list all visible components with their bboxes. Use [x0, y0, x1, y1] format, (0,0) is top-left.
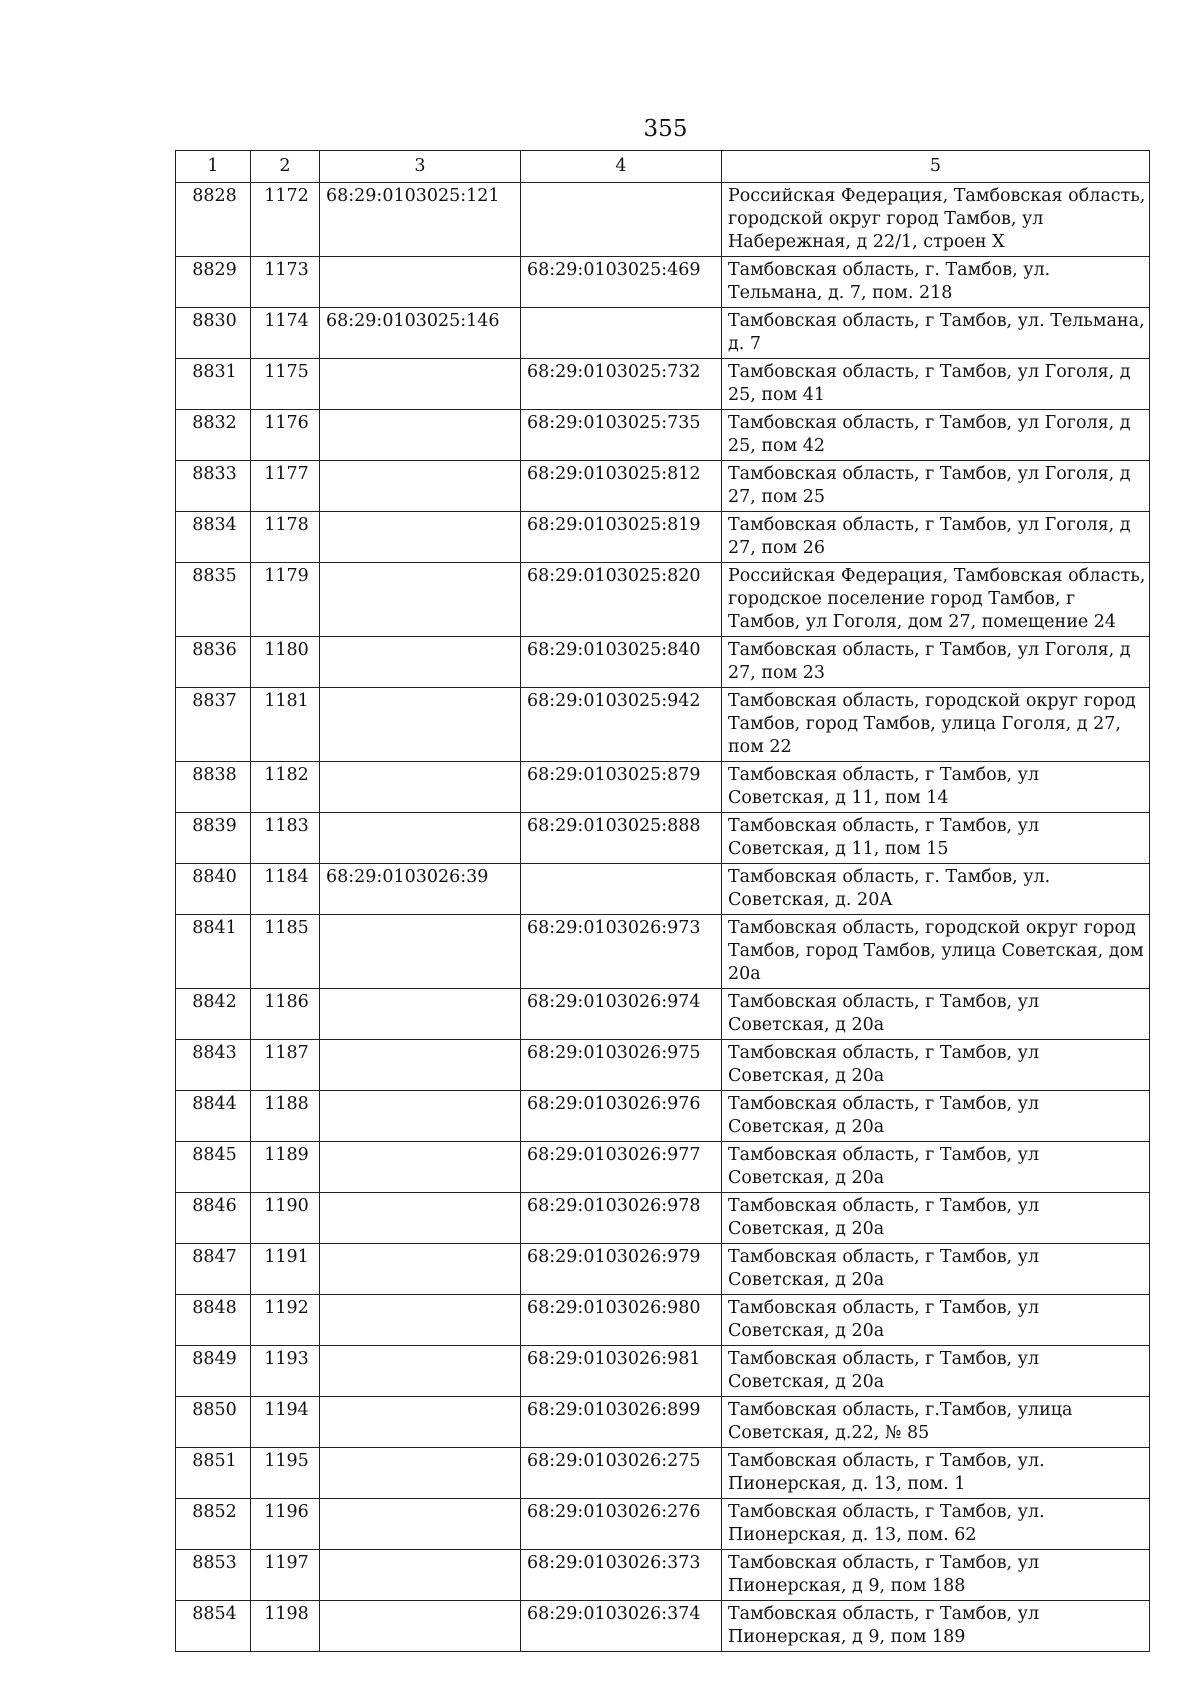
- table-row: [176, 637, 1150, 688]
- cadastral-number-cell: [320, 1397, 521, 1448]
- cadastral-number-cell: [320, 1193, 521, 1244]
- address-cell: Тамбовская область, г Тамбов, ул Пионерская, д 9, пом 188: [722, 1550, 1150, 1601]
- cadastral-number-cell: 68:29:0103026:39: [320, 864, 521, 915]
- table-row: [176, 512, 1150, 563]
- table-row: [176, 915, 1150, 989]
- cadastral-number-cell: [320, 1499, 521, 1550]
- item-number-cell: 1193: [251, 1346, 320, 1397]
- row-number-cell: 8848: [176, 1295, 251, 1346]
- address-cell: Тамбовская область, г.Тамбов, улица Советская, д.22, № 85: [722, 1397, 1150, 1448]
- table-row: [176, 989, 1150, 1040]
- premises-cadastral-number-cell: 68:29:0103026:976: [521, 1091, 722, 1142]
- table-row: [176, 1091, 1150, 1142]
- premises-cadastral-number-cell: 68:29:0103025:879: [521, 762, 722, 813]
- item-number-cell: 1181: [251, 688, 320, 762]
- premises-cadastral-number-cell: 68:29:0103026:979: [521, 1244, 722, 1295]
- cadastral-number-cell: [320, 1448, 521, 1499]
- row-number-cell: 8851: [176, 1448, 251, 1499]
- address-cell: Тамбовская область, г Тамбов, ул Гоголя, д 27, пом 23: [722, 637, 1150, 688]
- row-number-cell: 8852: [176, 1499, 251, 1550]
- cadastral-number-cell: [320, 257, 521, 308]
- cadastral-number-cell: [320, 1346, 521, 1397]
- item-number-cell: 1180: [251, 637, 320, 688]
- address-cell: Тамбовская область, г Тамбов, ул Советская, д 11, пом 15: [722, 813, 1150, 864]
- address-cell: Тамбовская область, г. Тамбов, ул. Тельмана, д. 7, пом. 218: [722, 257, 1150, 308]
- row-number-cell: 8850: [176, 1397, 251, 1448]
- column-header: 5: [722, 151, 1150, 183]
- row-number-cell: 8831: [176, 359, 251, 410]
- row-number-cell: 8843: [176, 1040, 251, 1091]
- premises-cadastral-number-cell: 68:29:0103026:899: [521, 1397, 722, 1448]
- item-number-cell: 1182: [251, 762, 320, 813]
- table-row: [176, 1295, 1150, 1346]
- row-number-cell: 8841: [176, 915, 251, 989]
- item-number-cell: 1179: [251, 563, 320, 637]
- table-row: [176, 688, 1150, 762]
- row-number-cell: 8853: [176, 1550, 251, 1601]
- registry-table: [175, 150, 1150, 1652]
- row-number-cell: 8847: [176, 1244, 251, 1295]
- premises-cadastral-number-cell: 68:29:0103025:812: [521, 461, 722, 512]
- row-number-cell: 8834: [176, 512, 251, 563]
- premises-cadastral-number-cell: 68:29:0103025:735: [521, 410, 722, 461]
- table-row: [176, 1193, 1150, 1244]
- address-cell: Тамбовская область, г Тамбов, ул Советская, д 20а: [722, 989, 1150, 1040]
- item-number-cell: 1186: [251, 989, 320, 1040]
- cadastral-number-cell: [320, 1550, 521, 1601]
- row-number-cell: 8830: [176, 308, 251, 359]
- cadastral-number-cell: [320, 359, 521, 410]
- premises-cadastral-number-cell: 68:29:0103026:980: [521, 1295, 722, 1346]
- address-cell: Тамбовская область, городской округ город Тамбов, город Тамбов, улица Гоголя, д 27, пом 22: [722, 688, 1150, 762]
- cadastral-number-cell: [320, 637, 521, 688]
- item-number-cell: 1172: [251, 183, 320, 257]
- table-row: [176, 1397, 1150, 1448]
- premises-cadastral-number-cell: 68:29:0103025:732: [521, 359, 722, 410]
- row-number-cell: 8849: [176, 1346, 251, 1397]
- premises-cadastral-number-cell: 68:29:0103026:978: [521, 1193, 722, 1244]
- premises-cadastral-number-cell: 68:29:0103026:275: [521, 1448, 722, 1499]
- item-number-cell: 1195: [251, 1448, 320, 1499]
- premises-cadastral-number-cell: 68:29:0103026:975: [521, 1040, 722, 1091]
- address-cell: Тамбовская область, г Тамбов, ул. Тельмана, д. 7: [722, 308, 1150, 359]
- premises-cadastral-number-cell: 68:29:0103025:819: [521, 512, 722, 563]
- premises-cadastral-number-cell: [521, 864, 722, 915]
- item-number-cell: 1184: [251, 864, 320, 915]
- item-number-cell: 1196: [251, 1499, 320, 1550]
- premises-cadastral-number-cell: [521, 308, 722, 359]
- table-row: [176, 864, 1150, 915]
- row-number-cell: 8837: [176, 688, 251, 762]
- premises-cadastral-number-cell: 68:29:0103025:820: [521, 563, 722, 637]
- cadastral-number-cell: [320, 1142, 521, 1193]
- address-cell: Тамбовская область, городской округ город Тамбов, город Тамбов, улица Советская, дом 20а: [722, 915, 1150, 989]
- premises-cadastral-number-cell: 68:29:0103025:888: [521, 813, 722, 864]
- column-header: 3: [320, 151, 521, 183]
- cadastral-number-cell: [320, 915, 521, 989]
- table-row: [176, 359, 1150, 410]
- table-row: [176, 563, 1150, 637]
- cadastral-number-cell: 68:29:0103025:146: [320, 308, 521, 359]
- address-cell: Российская Федерация, Тамбовская область, городской округ город Тамбов, ул Набережная, д 22/1, строен Х: [722, 183, 1150, 257]
- table-row: [176, 1040, 1150, 1091]
- premises-cadastral-number-cell: 68:29:0103025:469: [521, 257, 722, 308]
- row-number-cell: 8842: [176, 989, 251, 1040]
- premises-cadastral-number-cell: 68:29:0103026:373: [521, 1550, 722, 1601]
- table-header-row: [176, 151, 1150, 183]
- item-number-cell: 1187: [251, 1040, 320, 1091]
- address-cell: Тамбовская область, г Тамбов, ул Советская, д 20а: [722, 1193, 1150, 1244]
- address-cell: Тамбовская область, г Тамбов, ул Гоголя, д 25, пом 42: [722, 410, 1150, 461]
- cadastral-number-cell: [320, 1295, 521, 1346]
- table-row: [176, 1499, 1150, 1550]
- address-cell: Тамбовская область, г. Тамбов, ул. Советская, д. 20А: [722, 864, 1150, 915]
- premises-cadastral-number-cell: 68:29:0103026:981: [521, 1346, 722, 1397]
- address-cell: Тамбовская область, г Тамбов, ул Советская, д 20а: [722, 1346, 1150, 1397]
- address-cell: Тамбовская область, г Тамбов, ул Советская, д 11, пом 14: [722, 762, 1150, 813]
- cadastral-number-cell: [320, 563, 521, 637]
- item-number-cell: 1191: [251, 1244, 320, 1295]
- row-number-cell: 8840: [176, 864, 251, 915]
- item-number-cell: 1173: [251, 257, 320, 308]
- row-number-cell: 8828: [176, 183, 251, 257]
- address-cell: Тамбовская область, г Тамбов, ул Гоголя, д 25, пом 41: [722, 359, 1150, 410]
- item-number-cell: 1178: [251, 512, 320, 563]
- cadastral-number-cell: [320, 1040, 521, 1091]
- table-row: [176, 1448, 1150, 1499]
- item-number-cell: 1198: [251, 1601, 320, 1652]
- item-number-cell: 1192: [251, 1295, 320, 1346]
- item-number-cell: 1190: [251, 1193, 320, 1244]
- row-number-cell: 8838: [176, 762, 251, 813]
- column-header: 4: [521, 151, 722, 183]
- table-row: [176, 1346, 1150, 1397]
- item-number-cell: 1185: [251, 915, 320, 989]
- cadastral-number-cell: [320, 1091, 521, 1142]
- cadastral-number-cell: [320, 989, 521, 1040]
- premises-cadastral-number-cell: 68:29:0103026:977: [521, 1142, 722, 1193]
- cadastral-number-cell: [320, 1244, 521, 1295]
- row-number-cell: 8844: [176, 1091, 251, 1142]
- cadastral-number-cell: [320, 1601, 521, 1652]
- address-cell: Тамбовская область, г Тамбов, ул. Пионерская, д. 13, пом. 62: [722, 1499, 1150, 1550]
- address-cell: Тамбовская область, г Тамбов, ул Советская, д 20а: [722, 1295, 1150, 1346]
- row-number-cell: 8829: [176, 257, 251, 308]
- premises-cadastral-number-cell: 68:29:0103026:973: [521, 915, 722, 989]
- table-row: [176, 410, 1150, 461]
- item-number-cell: 1197: [251, 1550, 320, 1601]
- row-number-cell: 8836: [176, 637, 251, 688]
- address-cell: Тамбовская область, г Тамбов, ул. Пионерская, д. 13, пом. 1: [722, 1448, 1150, 1499]
- cadastral-number-cell: 68:29:0103025:121: [320, 183, 521, 257]
- row-number-cell: 8845: [176, 1142, 251, 1193]
- cadastral-number-cell: [320, 813, 521, 864]
- table-row: [176, 183, 1150, 257]
- premises-cadastral-number-cell: 68:29:0103026:974: [521, 989, 722, 1040]
- item-number-cell: 1189: [251, 1142, 320, 1193]
- item-number-cell: 1188: [251, 1091, 320, 1142]
- cadastral-number-cell: [320, 461, 521, 512]
- table-row: [176, 762, 1150, 813]
- address-cell: Тамбовская область, г Тамбов, ул Гоголя, д 27, пом 26: [722, 512, 1150, 563]
- address-cell: Тамбовская область, г Тамбов, ул Советская, д 20а: [722, 1091, 1150, 1142]
- item-number-cell: 1194: [251, 1397, 320, 1448]
- table-row: [176, 1142, 1150, 1193]
- table-row: [176, 1550, 1150, 1601]
- column-header: 1: [176, 151, 251, 183]
- premises-cadastral-number-cell: 68:29:0103026:374: [521, 1601, 722, 1652]
- premises-cadastral-number-cell: 68:29:0103026:276: [521, 1499, 722, 1550]
- address-cell: Тамбовская область, г Тамбов, ул Советская, д 20а: [722, 1244, 1150, 1295]
- premises-cadastral-number-cell: 68:29:0103025:840: [521, 637, 722, 688]
- cadastral-number-cell: [320, 512, 521, 563]
- cadastral-number-cell: [320, 410, 521, 461]
- row-number-cell: 8832: [176, 410, 251, 461]
- address-cell: Тамбовская область, г Тамбов, ул Пионерская, д 9, пом 189: [722, 1601, 1150, 1652]
- row-number-cell: 8839: [176, 813, 251, 864]
- item-number-cell: 1174: [251, 308, 320, 359]
- table-row: [176, 257, 1150, 308]
- premises-cadastral-number-cell: [521, 183, 722, 257]
- item-number-cell: 1183: [251, 813, 320, 864]
- row-number-cell: 8846: [176, 1193, 251, 1244]
- item-number-cell: 1175: [251, 359, 320, 410]
- page-number: 355: [643, 116, 688, 142]
- row-number-cell: 8854: [176, 1601, 251, 1652]
- item-number-cell: 1177: [251, 461, 320, 512]
- item-number-cell: 1176: [251, 410, 320, 461]
- cadastral-number-cell: [320, 688, 521, 762]
- address-cell: Тамбовская область, г Тамбов, ул Гоголя, д 27, пом 25: [722, 461, 1150, 512]
- address-cell: Российская Федерация, Тамбовская область, городское поселение город Тамбов, г Тамбов, ул Гоголя, дом 27, помещение 24: [722, 563, 1150, 637]
- table-row: [176, 308, 1150, 359]
- table-row: [176, 1601, 1150, 1652]
- column-header: 2: [251, 151, 320, 183]
- address-cell: Тамбовская область, г Тамбов, ул Советская, д 20а: [722, 1142, 1150, 1193]
- table-row: [176, 461, 1150, 512]
- address-cell: Тамбовская область, г Тамбов, ул Советская, д 20а: [722, 1040, 1150, 1091]
- row-number-cell: 8835: [176, 563, 251, 637]
- table-row: [176, 813, 1150, 864]
- row-number-cell: 8833: [176, 461, 251, 512]
- premises-cadastral-number-cell: 68:29:0103025:942: [521, 688, 722, 762]
- table-row: [176, 1244, 1150, 1295]
- cadastral-number-cell: [320, 762, 521, 813]
